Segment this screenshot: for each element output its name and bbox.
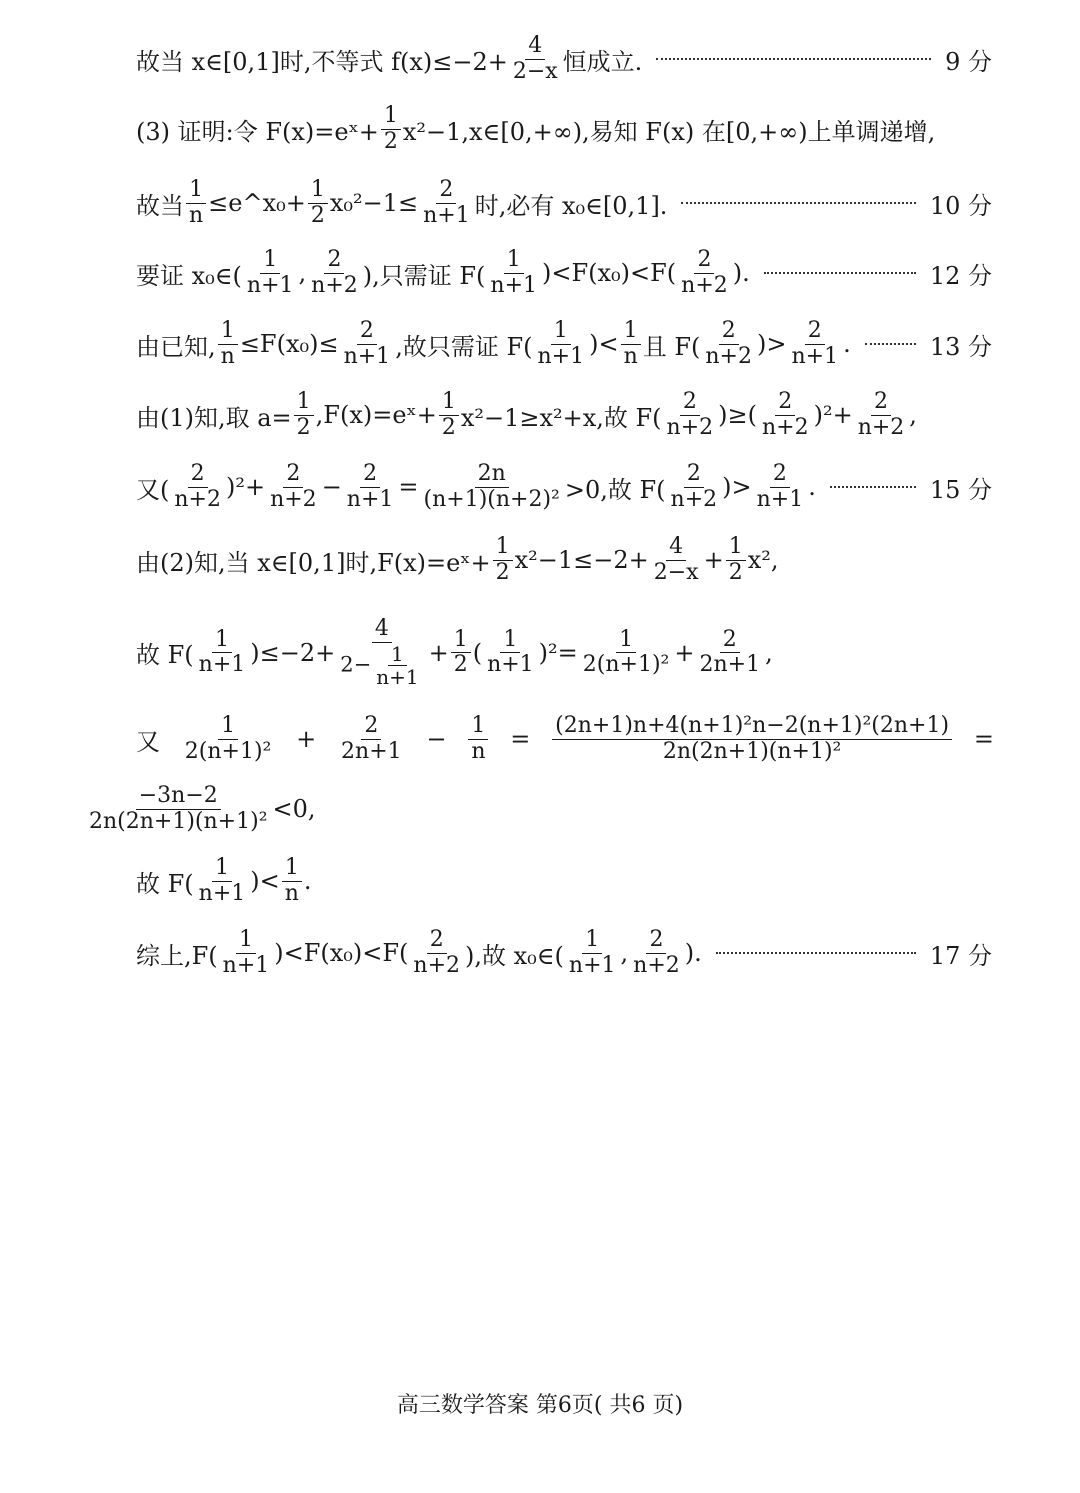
solution-line	[136, 390, 992, 440]
text-fragment: 且 F(	[642, 332, 701, 361]
fraction	[410, 928, 463, 978]
denominator: n+1	[246, 272, 294, 298]
numerator: 2	[324, 248, 344, 274]
numerator: 1	[616, 628, 636, 654]
text-fragment: 故 F(	[136, 869, 194, 898]
denominator: 2	[296, 414, 311, 440]
numerator: 2	[720, 628, 740, 654]
denominator: n+1	[756, 486, 804, 512]
text-fragment: )²+	[225, 473, 266, 502]
denominator: n	[623, 343, 638, 369]
fraction	[754, 462, 807, 512]
solution-line	[136, 34, 992, 84]
dot-leader	[716, 952, 916, 954]
text-fragment: +	[674, 638, 695, 667]
numerator: 2	[871, 390, 891, 416]
denominator: 2(n+1)²	[184, 738, 272, 764]
fraction	[580, 628, 673, 678]
fraction	[726, 535, 746, 585]
solution-line	[136, 248, 992, 298]
text-fragment: )>	[757, 330, 787, 359]
denominator: n+1	[537, 343, 585, 369]
denominator: n+1	[423, 202, 470, 228]
denominator: 2n(2n+1)(n+1)²	[89, 808, 268, 834]
denominator: n+2	[857, 414, 905, 440]
numerator: 1	[504, 248, 524, 274]
denominator: 2n+1	[699, 652, 761, 678]
text-fragment: =	[398, 473, 419, 502]
text-fragment: 综上,F(	[136, 941, 218, 970]
text-fragment: 由已知,	[136, 332, 216, 361]
denominator: n+2	[270, 486, 317, 512]
fraction	[186, 178, 206, 228]
numerator: 2	[357, 319, 377, 345]
fraction	[338, 714, 405, 764]
numerator: 2	[360, 462, 380, 488]
denominator: n+2	[670, 486, 718, 512]
denominator: n	[471, 738, 486, 764]
text-fragment: ≤F(x₀)≤	[239, 330, 339, 359]
text-fragment: ,故只需证 F(	[395, 332, 533, 361]
denominator: 2(n+1)²	[582, 652, 670, 678]
denominator: 2	[453, 652, 468, 678]
text-fragment: (	[472, 638, 483, 667]
solution-line	[136, 535, 992, 585]
numerator: 1	[218, 319, 238, 345]
fraction	[308, 178, 328, 228]
numerator: 1	[212, 856, 232, 882]
fraction	[788, 319, 841, 369]
text-fragment: (3) 证明:令 F(x)=eˣ+	[136, 117, 379, 146]
fraction	[651, 535, 702, 585]
denominator: n+1	[198, 880, 246, 906]
solution-line	[136, 714, 994, 764]
denominator: n+1	[346, 486, 394, 512]
text-fragment: 由(1)知,取 a=	[136, 403, 292, 432]
text-fragment: ,	[298, 259, 307, 288]
text-fragment: 由(2)知,当 x∈[0,1]时,F(x)=eˣ+	[136, 548, 491, 577]
fraction	[282, 856, 302, 906]
fraction	[621, 319, 641, 369]
text-fragment: +	[296, 725, 317, 754]
dot-leader	[865, 343, 916, 345]
numerator: 4	[372, 617, 392, 643]
text-fragment: ),故 x₀∈(	[465, 941, 564, 970]
fraction	[267, 462, 320, 512]
denominator: n+2	[413, 952, 461, 978]
fraction	[678, 248, 731, 298]
denominator: 2	[728, 559, 743, 585]
numerator: 1	[212, 628, 232, 654]
numerator: 1	[388, 643, 407, 666]
solution-line	[84, 784, 316, 834]
denominator-prefix: 2−	[340, 652, 372, 677]
numerator: 1	[186, 178, 206, 204]
numerator: 1	[551, 319, 571, 345]
fraction	[439, 390, 459, 440]
fraction	[451, 628, 471, 678]
numerator: 2	[719, 319, 739, 345]
solution-line	[136, 178, 992, 228]
solution-line	[136, 104, 992, 154]
numerator: 2	[646, 928, 666, 954]
text-fragment: ,	[620, 939, 629, 968]
numerator: 2	[805, 319, 825, 345]
fraction	[244, 248, 297, 298]
text-fragment: )<	[250, 867, 280, 896]
denominator: n+1	[222, 952, 270, 978]
fraction	[341, 319, 394, 369]
numerator: 1	[282, 856, 302, 882]
text-fragment: x²−1≤−2+	[514, 546, 649, 575]
fraction	[664, 390, 717, 440]
fraction	[552, 714, 952, 764]
numerator: 2	[680, 390, 700, 416]
text-fragment: x²−1,x∈[0,+∞),易知 F(x) 在[0,+∞)上单调递增,	[402, 117, 936, 146]
solution-line	[136, 319, 992, 369]
numerator: 2	[694, 248, 714, 274]
fraction	[630, 928, 683, 978]
fraction	[182, 714, 275, 764]
text-fragment: −	[321, 473, 342, 502]
text-fragment: )<F(x₀)<F(	[274, 939, 409, 968]
denominator: n+2	[666, 414, 714, 440]
text-fragment: 时,必有 x₀∈[0,1].	[474, 191, 668, 220]
denominator: 2−x	[653, 559, 699, 585]
denominator: n+1	[487, 652, 534, 678]
denominator: 2n+1	[341, 738, 402, 764]
text-fragment: >0,故 F(	[564, 475, 666, 504]
denominator: n+1	[791, 343, 839, 369]
text-fragment: )²=	[538, 638, 578, 667]
numerator: 2	[684, 462, 704, 488]
text-fragment: 故当 x∈[0,1]时,不等式 f(x)≤−2+	[136, 47, 508, 76]
fraction	[196, 856, 249, 906]
fraction	[420, 178, 473, 228]
denominator: n+2	[681, 272, 728, 298]
fraction	[294, 390, 314, 440]
denominator: n	[189, 202, 204, 228]
numerator: 1	[439, 390, 459, 416]
fraction	[196, 628, 249, 678]
denominator: n+1	[343, 343, 391, 369]
score-mark: 9 分	[945, 47, 992, 76]
text-fragment: .	[843, 330, 851, 359]
numerator: 1	[726, 535, 746, 561]
text-fragment: )>	[722, 473, 752, 502]
numerator: 1	[500, 628, 520, 654]
denominator: 2−x	[512, 58, 558, 84]
dot-leader	[681, 202, 915, 204]
denominator: n+1	[198, 652, 246, 678]
fraction	[171, 462, 224, 512]
fraction	[566, 928, 619, 978]
text-fragment: )<F(x₀)<F(	[542, 259, 677, 288]
numerator: 1	[451, 628, 471, 654]
fraction	[381, 104, 401, 154]
denominator: 2	[383, 128, 398, 154]
denominator: 2	[441, 414, 456, 440]
fraction	[534, 319, 587, 369]
numerator: 1	[468, 714, 488, 740]
text-fragment: 故当	[136, 191, 184, 220]
text-fragment: =	[510, 725, 531, 754]
fraction	[344, 462, 397, 512]
numerator: 1	[381, 104, 401, 130]
dot-leader	[764, 272, 916, 274]
denominator: 2	[310, 202, 325, 228]
text-fragment: )≥(	[718, 401, 757, 430]
fraction	[702, 319, 755, 369]
text-fragment: )≤−2+	[250, 638, 336, 667]
dot-leader	[830, 486, 916, 488]
text-fragment: )<	[589, 330, 619, 359]
numerator: 4	[525, 34, 545, 60]
fraction	[696, 628, 763, 678]
solution-line	[136, 856, 992, 906]
denominator: n+2	[311, 272, 358, 298]
text-fragment: ).	[684, 939, 702, 968]
denominator: n	[284, 880, 299, 906]
numerator: 2	[188, 462, 208, 488]
fraction	[468, 714, 488, 764]
text-fragment: x²−1≥x²+x,故 F(	[460, 403, 662, 432]
page-footer: 高三数学答案 第6页( 共6 页)	[396, 1393, 684, 1418]
denominator: n+2	[761, 414, 809, 440]
fraction	[308, 248, 361, 298]
dot-leader	[656, 58, 931, 60]
fraction	[484, 628, 537, 678]
denominator: n	[220, 343, 235, 369]
text-fragment: +	[428, 638, 449, 667]
numerator: 2	[436, 178, 456, 204]
denominator: n+2	[174, 486, 221, 512]
solution-line	[136, 928, 992, 978]
text-fragment: 恒成立.	[562, 47, 643, 76]
text-fragment: =	[973, 725, 994, 754]
text-fragment: ,F(x)=eˣ+	[315, 401, 437, 430]
numerator: 2	[283, 462, 303, 488]
text-fragment: x₀²−1≤	[329, 189, 419, 218]
text-fragment: 又(	[136, 475, 170, 504]
score-mark: 17 分	[929, 941, 992, 970]
score-mark: 10 分	[929, 191, 992, 220]
numerator: 1	[236, 928, 256, 954]
text-fragment: <0,	[272, 795, 316, 824]
fraction	[218, 319, 238, 369]
fraction	[668, 462, 721, 512]
score-mark: 13 分	[929, 332, 992, 361]
text-fragment: 又	[136, 727, 160, 756]
numerator: 2n	[475, 462, 509, 488]
numerator: 1	[621, 319, 641, 345]
numerator: 1	[582, 928, 602, 954]
fraction	[487, 248, 540, 298]
denominator: (n+1)(n+2)²	[423, 486, 560, 512]
denominator: n+2	[633, 952, 680, 978]
denominator: 2	[495, 559, 510, 585]
text-fragment: 要证 x₀∈(	[136, 261, 242, 290]
fraction	[510, 34, 561, 84]
fraction	[759, 390, 812, 440]
text-fragment: .	[808, 473, 816, 502]
text-fragment: 故 F(	[136, 641, 194, 670]
text-fragment: ,	[765, 638, 773, 667]
text-fragment: ).	[732, 259, 750, 288]
solution-line	[136, 462, 992, 512]
score-mark: 15 分	[929, 475, 992, 504]
denominator: n+1	[568, 952, 616, 978]
nested-fraction	[373, 643, 421, 689]
fraction	[86, 784, 271, 834]
denominator: n+1	[376, 665, 419, 690]
fraction	[855, 390, 908, 440]
text-fragment: ,	[909, 401, 917, 430]
numerator: 2	[775, 390, 795, 416]
fraction	[337, 617, 426, 688]
denominator: n+2	[705, 343, 752, 369]
numerator: 2	[770, 462, 790, 488]
solution-line	[136, 617, 992, 688]
fraction	[421, 462, 563, 512]
denominator: 2n(2n+1)(n+1)²	[662, 738, 842, 764]
numerator: 1	[260, 248, 280, 274]
numerator: 1	[493, 535, 513, 561]
numerator: −3n−2	[136, 784, 221, 810]
text-fragment: x²,	[747, 546, 779, 575]
fraction	[220, 928, 273, 978]
numerator: 1	[308, 178, 328, 204]
text-fragment: +	[703, 546, 724, 575]
text-fragment: ),只需证 F(	[362, 261, 486, 290]
numerator: 1	[218, 714, 238, 740]
text-fragment: )²+	[813, 401, 853, 430]
text-fragment: −	[426, 725, 447, 754]
numerator: 1	[294, 390, 314, 416]
numerator: 2	[427, 928, 447, 954]
numerator: 4	[666, 535, 686, 561]
score-mark: 12 分	[929, 261, 992, 290]
numerator: 2	[361, 714, 381, 740]
numerator: (2n+1)n+4(n+1)²n−2(n+1)²(2n+1)	[552, 714, 952, 740]
text-fragment: ≤e^x₀+	[208, 189, 306, 218]
text-fragment: .	[303, 867, 312, 896]
denominator	[337, 643, 426, 689]
fraction	[493, 535, 513, 585]
denominator: n+1	[490, 272, 538, 298]
